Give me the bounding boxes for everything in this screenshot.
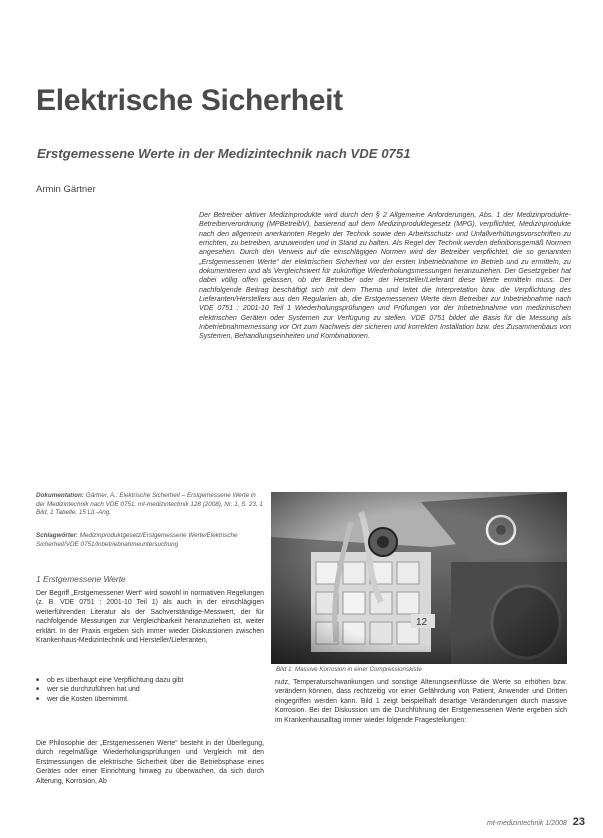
keywords-label: Schlagwörter:	[36, 532, 78, 539]
bullet-item: ■ ob es überhaupt eine Verpflichtung dazu gibt	[36, 676, 264, 685]
page-footer	[487, 816, 585, 828]
bullet-item: ■ wer die Kosten übernimmt.	[36, 695, 264, 704]
keywords-block	[36, 532, 264, 549]
author-name: Armin Gärtner	[36, 184, 96, 195]
lead-paragraph: Der Betreiber aktiver Medizinprodukte wird durch den § 2 Allgemeine Anforderungen, Abs. 1 der Medizinprodukte-Betreiberverordnung (MPBetreibV), basierend auf dem Medizinproduktegesetz (MPG), verpflichtet, Medizinprodukte nach den allgemein anerkannten Regeln der Technik sowie den Arbeitsschutz- und Unfallverhütungsvorschriften zu errichten, zu betreiben, anzuwenden und in Stand zu halten. Als Regel der Technik werden definitionsgemäß Normen angesehen. Durch den Verweis auf die einschlägigen Normen wird der Betreiber verpflichtet, die so genannten „Erstgemessenen Werte“ der elektrischen Sicherheit vor der ersten Inbetriebnahme im Betrieb und zu ermitteln, zu dokumentieren und als Vergleichswert für zukünftige Wiederholungsmessungen heranzuziehen. Der Gesetzgeber hat dabei völlig offen gelassen, ob der Betreiber oder der Hersteller/Lieferant diese Werte ermitteln muss. Der nachfolgende Beitrag beschäftigt sich mit dem Thema und leitet die Interpretation bzw. die Verpflichtung des Lieferanten/Herstellers aus den Regularien ab, die Erstgemessenen Werte dem Betreiber zur Inbetriebnahme nach VDE 0751 : 2001-10 Teil 1 Wiederholungsprüfungen und Prüfungen vor der Inbetriebnahme von medizinischen elektrischen Geräten oder Systemen zur Verfügung zu stellen. VDE 0751 bildet die Basis für die Messung als Inbetriebnahmemessung vor Ort zum Nachweis der sicheren und korrekten Installation bzw. des Zusammenbaus von Systemen, Behandlungseinheiten und Kombinationen.	[199, 211, 571, 341]
bullet-list	[36, 676, 264, 704]
column-2-paragraph: nutz, Temperaturschwankungen und sonstige Alterungseinflüsse die Werte so erhöhen bzw. verändern können, dass rechtzeitig vor einer Gefährdung von Patient, Anwender und Dritten eingegriffen werden kann. Bild 1 zeigt beispielhaft derartige Veränderungen durch massive Korrosion. Bei der Diskussion um die Durchführung der Erstgemessenen Werte ergeben sich im Krankenhausalltag immer wieder folgende Fragestellungen:	[275, 679, 567, 724]
dokumentation-block	[36, 492, 264, 518]
figure-caption: Bild 1: Massive Korrosion in einer Compressionskiste	[276, 666, 422, 673]
bullet-item: ■ wer sie durchzuführen hat und	[36, 685, 264, 694]
keywords-text: Medizinproduktgesetz/Erstgemessene Werte/Elektrische Sicherheit/VDE 0751/Inbetriebnahmeuntersuchung	[36, 532, 238, 548]
section-paragraph-2: Die Philosophie der „Erstgemessenen Werte“ besteht in der Überlegung, durch regelmäßige Wiederholungsprüfungen und Vergleich mit den Erstmessungen die elektrische Sicherheit über die Betriebsphase eines Gerätes oder einer Einrichtung hinweg zu überwachen, da sich durch Alterung, Korrosion, Ab	[36, 740, 264, 785]
page-number: 23	[572, 816, 585, 828]
corrosion-photo	[271, 492, 567, 664]
article-subtitle: Erstgemessene Werte in der Medizintechnik nach VDE 0751	[37, 146, 411, 161]
journal-name: mt-medizintechnik 1/2008	[487, 820, 567, 827]
dokumentation-text: Gärtner, A.: Elektrische Sicherheit – Erstgemessene Werte in der Medizintechnik nach VDE 0751. mt-medizintechnik 128 (2008), Nr. 1, S. 23, 1 Bild, 1 Tabelle, 15 Lit.-Ang.	[36, 492, 263, 516]
dokumentation-label: Dokumentation:	[36, 492, 84, 499]
section-paragraph-1: Der Begriff „Erstgemessener Wert“ wird sowohl in normativen Regelungen (z. B. VDE 0751 : 2001-10 Teil 1) als auch in der einschlägigen weiterführenden Literatur als der Sachverständige-Messwert, der für nachfolgende Messungen zur Vergleichbarkeit heranzuziehen ist, weiter erklärt. In der Praxis ergeben sich immer wieder Diskussionen zwischen Krankenhaus-Medizintechnik und Hersteller/Lieferanten,	[36, 590, 264, 645]
section-heading: 1 Erstgemessene Werte	[36, 574, 126, 584]
article-title: Elektrische Sicherheit	[36, 84, 343, 117]
